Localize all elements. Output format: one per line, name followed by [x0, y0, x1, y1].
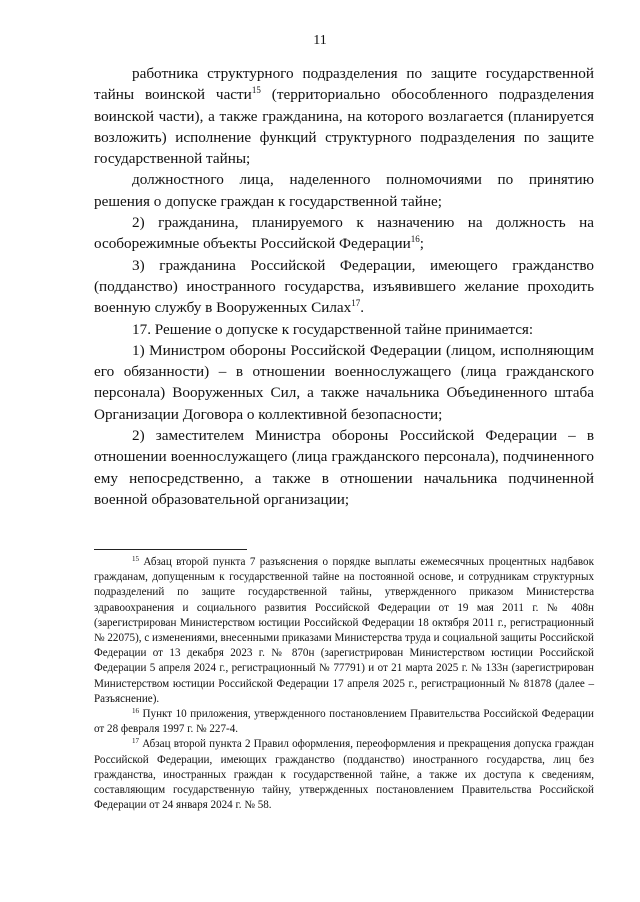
footnote-15	[94, 555, 594, 707]
footnote-mark: 16	[132, 707, 139, 716]
paragraph-7	[94, 425, 594, 510]
paragraph-1	[94, 63, 594, 169]
paragraph-text: должностного лица, наделенного полномочиями по принятию решения о допуске граждан к государственной тайне;	[94, 171, 594, 210]
paragraph-text: 1) Министром обороны Российской Федерации (лицом, исполняющим его обязанности) – в отношении военнослужащего (лица гражданского персонала) Вооруженных Сил, а также начальника Объединенного штаба Организации Договора о коллективной безопасности;	[94, 341, 594, 423]
page-number: 11	[313, 33, 327, 48]
footnote-16	[94, 707, 594, 737]
paragraph-3	[94, 212, 594, 255]
footnote-text: Абзац второй пункта 2 Правил оформления, переоформления и прекращения допуска граждан Российской Федерации, имеющих гражданство (подданство) иностранного государства, лиц без гражданства, иностранных граждан к государственной тайне, а также их доступа к сведениям, составляющим государственную тайну, утвержденных постановлением Правительства Российской Федерации от 24 января 2024 г. № 58.	[94, 738, 594, 812]
footnote-ref-16: 16	[410, 234, 420, 245]
paragraph-4	[94, 255, 594, 319]
paragraph-text-after: (территориально обособленного подразделения воинской части), а также гражданина, на которого возлагается (планируется возложить) исполнение функций структурного подразделения по защите государственной тайны;	[94, 86, 594, 168]
paragraph-text: работника структурного подразделения по защите государственной тайны воинской части	[94, 65, 594, 104]
paragraph-text: 2) заместителем Министра обороны Российской Федерации – в отношении военнослужащего (лица гражданского персонала), подчиненного ему непосредственно, а также в отношении начальника подчиненной военной образовательной организации;	[94, 427, 594, 508]
footnote-text: Абзац второй пункта 7 разъяснения о порядке выплаты ежемесячных процентных надбавок гражданам, допущенным к государственной тайне на постоянной основе, и сотрудникам структурных подразделений по защите государственной тайны, утвержденного приказом Министерства здравоохранения и социального развития Российской Федерации от 19 мая 2011 г. № 408н (зарегистрирован Министерством юстиции Российской Федерации 18 октября 2011 г., регистрационный № 22075), с изменениями, внесенными приказами Министерства труда и социальной защиты Российской Федерации от 13 декабря 2023 г. № 870н (зарегистрирован Министерством юстиции Российской Федерации 5 апреля 2024 г., регистрационный № 77791) и от 21 марта 2025 г. № 133н (зарегистрирован Министерством юстиции Российской Федерации 17 апреля 2025 г., регистрационный № 81878 (далее – Разъяснение).	[94, 556, 594, 705]
footnote-ref-15: 15	[251, 85, 261, 96]
footnote-17	[94, 737, 594, 813]
paragraph-text: 2) гражданина, планируемого к назначению на должность на особорежимные объекты Российской Федерации	[94, 214, 594, 253]
paragraph-text-after: ;	[419, 235, 425, 253]
paragraph-text: 3) гражданина Российской Федерации, имеющего гражданство (подданство) иностранного государства, изъявившего желание проходить военную службу в Вооруженных Силах	[94, 256, 594, 317]
footnote-mark: 17	[132, 737, 139, 746]
footnote-ref-17: 17	[351, 298, 361, 309]
paragraph-5	[94, 319, 594, 340]
footnote-text: Пункт 10 приложения, утвержденного постановлением Правительства Российской Федерации от 28 февраля 1997 г. № 227-4.	[94, 708, 594, 736]
body-text	[94, 63, 594, 510]
footnote-mark: 15	[132, 555, 139, 563]
footnotes	[94, 555, 594, 813]
paragraph-text: 17. Решение о допуске к государственной тайне принимается:	[132, 320, 534, 338]
paragraph-6	[94, 340, 594, 425]
paragraph-2	[94, 169, 594, 212]
footnote-divider	[94, 549, 247, 550]
paragraph-text-after: .	[360, 299, 365, 317]
